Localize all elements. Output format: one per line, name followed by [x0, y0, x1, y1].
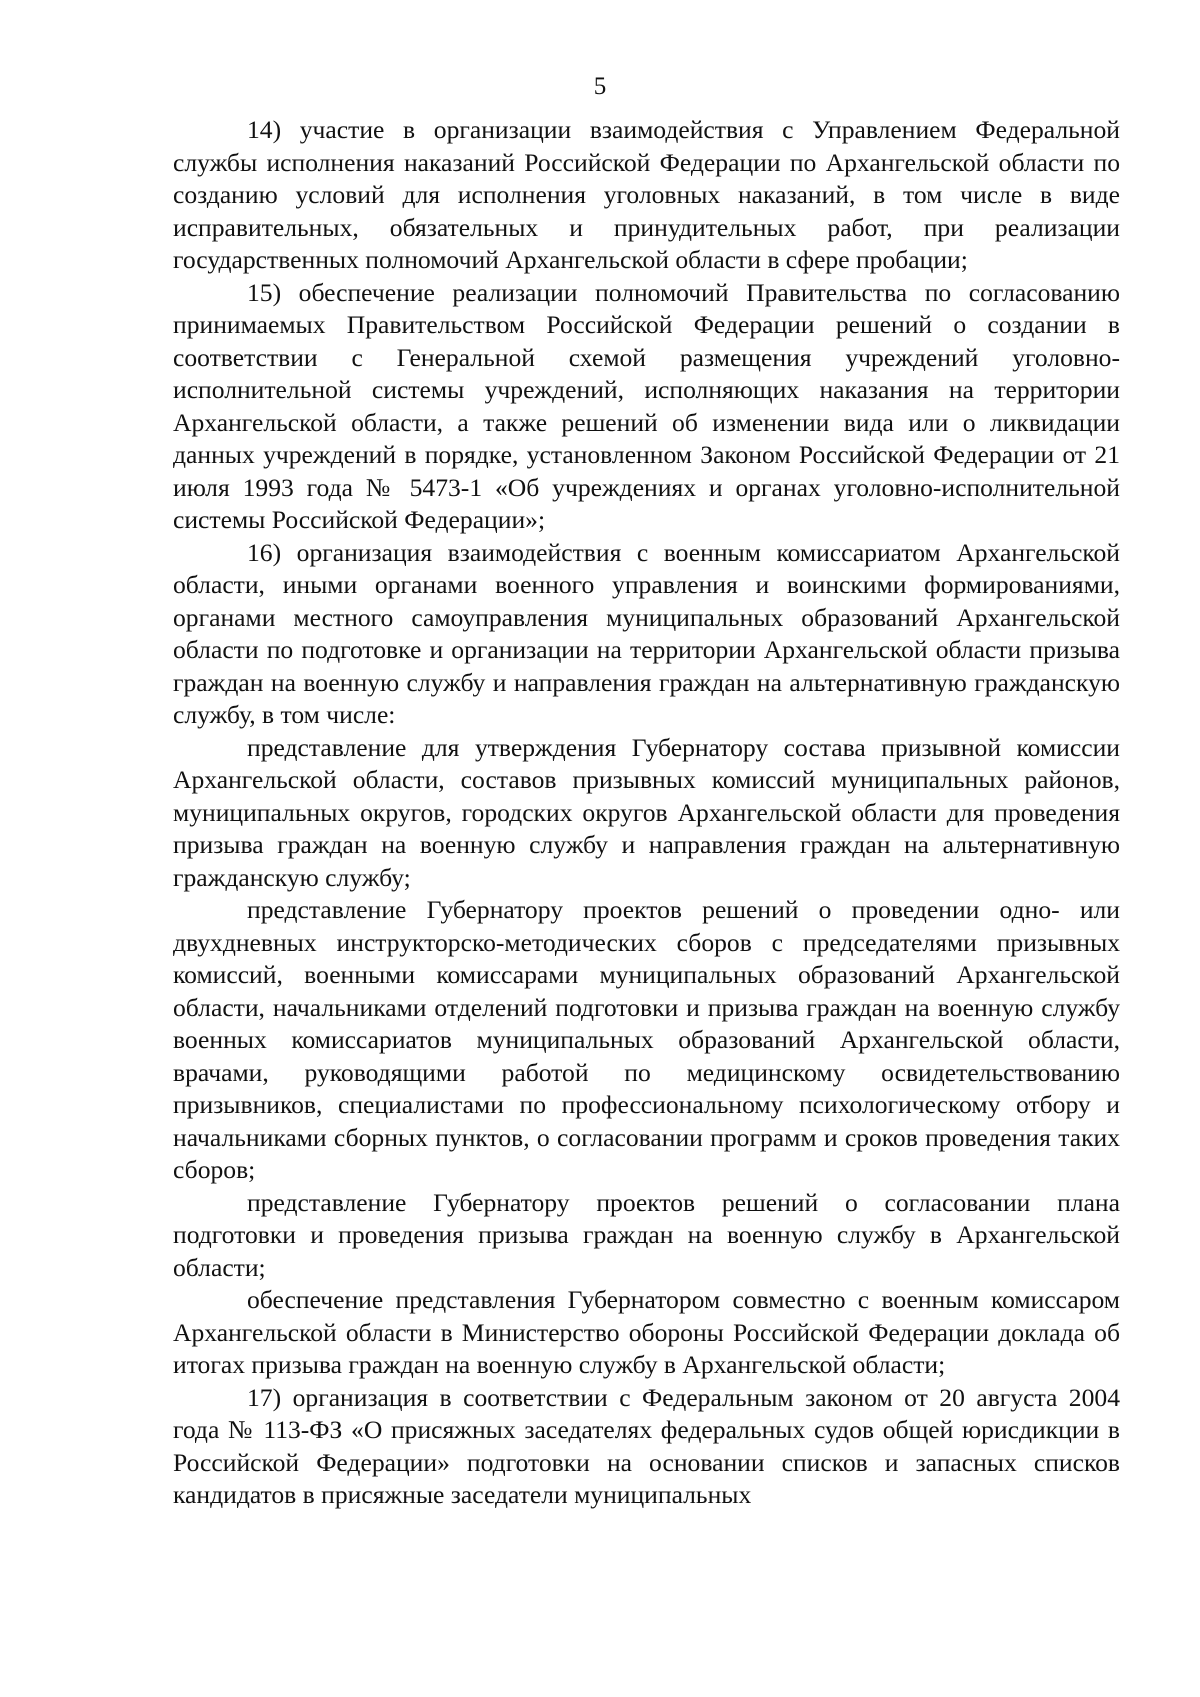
paragraph-item-14: 14) участие в организации взаимодействия с Управлением Федеральной службы исполнения наказаний Российской Федерации по Архангельской области по созданию условий для исполнения уголовных наказаний, в том числе в виде исправительных, обязательных и принудительных работ, при реализации государственных полномочий Архангельской области в сфере пробации;: [173, 115, 1120, 274]
paragraph-item-16: 16) организация взаимодействия с военным комиссариатом Архангельской области, иными органами военного управления и воинскими формированиями, органами местного самоуправления муниципальных образований Архангельской области по подготовке и организации на территории Архангельской области призыва граждан на военную службу и направления граждан на альтернативную гражданскую службу, в том числе:: [173, 537, 1120, 729]
paragraph-subitem-commission: представление для утверждения Губернатору состава призывной комиссии Архангельской области, составов призывных комиссий муниципальных районов, муниципальных округов, городских округов Архангельской области для проведения призыва граждан на военную службу и направления граждан на альтернативную гражданскую службу;: [173, 732, 1120, 892]
paragraph-item-17: 17) организация в соответствии с Федеральным законом от 20 августа 2004 года № 113-ФЗ «О присяжных заседателях федеральных судов общей юрисдикции в Российской Федерации» подготовки на основании списков и запасных списков кандидатов в присяжные заседатели муниципальных: [173, 1382, 1120, 1509]
paragraph-subitem-training: представление Губернатору проектов решений о проведении одно- или двухдневных инструкторско-методических сборов с председателями призывных комиссий, военными комиссарами муниципальных образований Архангельской области, начальниками отделений подготовки и призыва граждан на военную службу военных комиссариатов муниципальных образований Архангельской области, врачами, руководящими работой по медицинскому освидетельствованию призывников, специалистами по профессиональному психологическому отбору и начальниками сборных пунктов, о согласовании программ и сроков проведения таких сборов;: [173, 895, 1120, 1184]
paragraph-subitem-report: обеспечение представления Губернатором совместно с военным комиссаром Архангельской области в Министерство обороны Российской Федерации доклада об итогах призыва граждан на военную службу в Архангельской области;: [173, 1285, 1120, 1379]
paragraph-item-15: 15) обеспечение реализации полномочий Правительства по согласованию принимаемых Правительством Российской Федерации решений о создании в соответствии с Генеральной схемой размещения учреждений уголовно-исполнительной системы учреждений, исполняющих наказания на территории Архангельской области, а также решений об изменении вида или о ликвидации данных учреждений в порядке, установленном Законом Российской Федерации от 21 июля 1993 года № 5473-1 «Об учреждениях и органах уголовно-исполнительной системы Российской Федерации»;: [173, 277, 1120, 534]
document-body: [173, 114, 1120, 1512]
page-number: 5: [593, 73, 607, 100]
paragraph-subitem-plan: представление Губернатору проектов решений о согласовании плана подготовки и проведения призыва граждан на военную службу в Архангельской области;: [173, 1187, 1120, 1282]
